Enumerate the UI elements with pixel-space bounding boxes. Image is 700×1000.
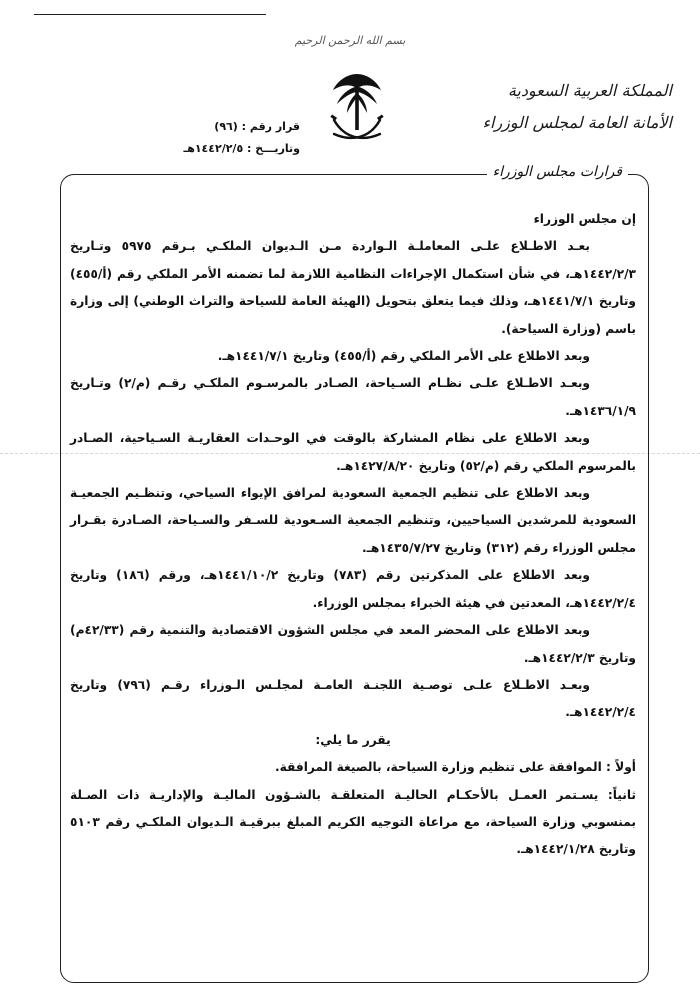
paragraph: وبعـد الاطـلاع علـى نظـام السـياحة، الصـادر بالمرسـوم الملكـي رقـم (م/٢) وتـاريخ ١٤٣٦/١/٩هـ. xyxy=(70,376,636,418)
basmala: بسم الله الرحمن الرحيم xyxy=(294,34,406,47)
paragraph: وبعد الاطلاع على تنظيم الجمعية السعودية لمرافق الإيواء السياحي، وتنظـيم الجمعيـة السعودية للمرشدين السياحيين، وتنظيم الجمعية السـعودية للسـفر والسـياحة، الصـادرة بقـرار مجلس الوزراء رقم (٣١٢) وتاريخ ١٤٣٥/٧/٢٧هـ. xyxy=(70,486,636,555)
letterhead xyxy=(482,80,672,134)
secretariat-name: الأمانة العامة لمجلس الوزراء xyxy=(482,113,672,132)
paragraph: وبعد الاطلاع على الأمر الملكي رقم (أ/٤٥٥) وتاريخ ١٤٤١/٧/١هـ. xyxy=(217,349,590,364)
paragraph: وبعد الاطلاع على نظام المشاركة بالوقت في الوحـدات العقاريـة السـياحية، الصـادر بالمرسوم الملكي رقم (م/٥٢) وتاريخ ١٤٢٧/٨/٢٠هـ. xyxy=(70,431,636,473)
document-body xyxy=(70,206,636,864)
paragraph: وبعـد الاطـلاع علـى توصـية اللجنـة العامـة لمجلـس الـوزراء رقـم (٧٩٦) وتاريخ ١٤٤٢/٢/٤هـ. xyxy=(70,677,636,720)
kingdom-name: المملكة العربية السعودية xyxy=(507,81,672,100)
decision-number: قرار رقم : (٩٦) xyxy=(214,120,300,133)
paragraph: وبعد الاطلاع على المحضر المعد في مجلس الشؤون الاقتصادية والتنمية رقم (٤٢/٣٣م) وتاريخ ١٤٤٢/٢/٣هـ. xyxy=(70,623,636,665)
opening-line: إن مجلس الوزراء xyxy=(533,212,636,226)
decision-info xyxy=(170,116,300,160)
frame-label: قرارات مجلس الوزراء xyxy=(487,164,628,180)
decision-item: ثانياً: يسـتمر العمـل بالأحكـام الحاليـة المتعلقـة بالشـؤون الماليـة والإداريـة ذات الصـلة بمنسوبي وزارة السياحة، مع مراعاة التوجيه الكريم المبلغ ببرقيـة الـديوان الملكـي رقم ٥١٠٣ وتاريخ ١٤٤٢/١/٢٨هـ. xyxy=(70,787,636,857)
decides-heading: يقرر ما يلي: xyxy=(315,732,391,747)
palm-and-swords-emblem-icon xyxy=(328,68,386,152)
decision-date: وتاريـــخ : ١٤٤٢/٢/٥هـ xyxy=(183,142,300,155)
decision-item: أولاً : الموافقة على تنظيم وزارة السياحة، بالصيغة المرافقة. xyxy=(274,760,636,775)
paragraph: وبعد الاطلاع على المذكرتين رقم (٧٨٣) وتاريخ ١٤٤١/١٠/٢هـ، ورقم (١٨٦) وتاريخ ١٤٤٢/٢/٤هـ، المعدتين في هيئة الخبراء بمجلس الوزراء. xyxy=(70,568,636,610)
top-rule xyxy=(34,14,266,15)
paragraph: بعـد الاطـلاع علـى المعاملـة الـواردة مـن الـديوان الملكـي بـرقم ٥٩٧٥ وتـاريخ ١٤٤٢/٢/٣هـ، في شأن استكمال الإجراءات النظامية اللازمة لما تضمنه الأمر الملكي رقم (أ/٤٥٥) وتاريخ ١٤٤١/٧/١هـ، وذلك فيما يتعلق بتحويل (الهيئة العامة للسياحة والتراث الوطني) إلى وزارة باسم (وزارة السياحة). xyxy=(70,239,636,336)
